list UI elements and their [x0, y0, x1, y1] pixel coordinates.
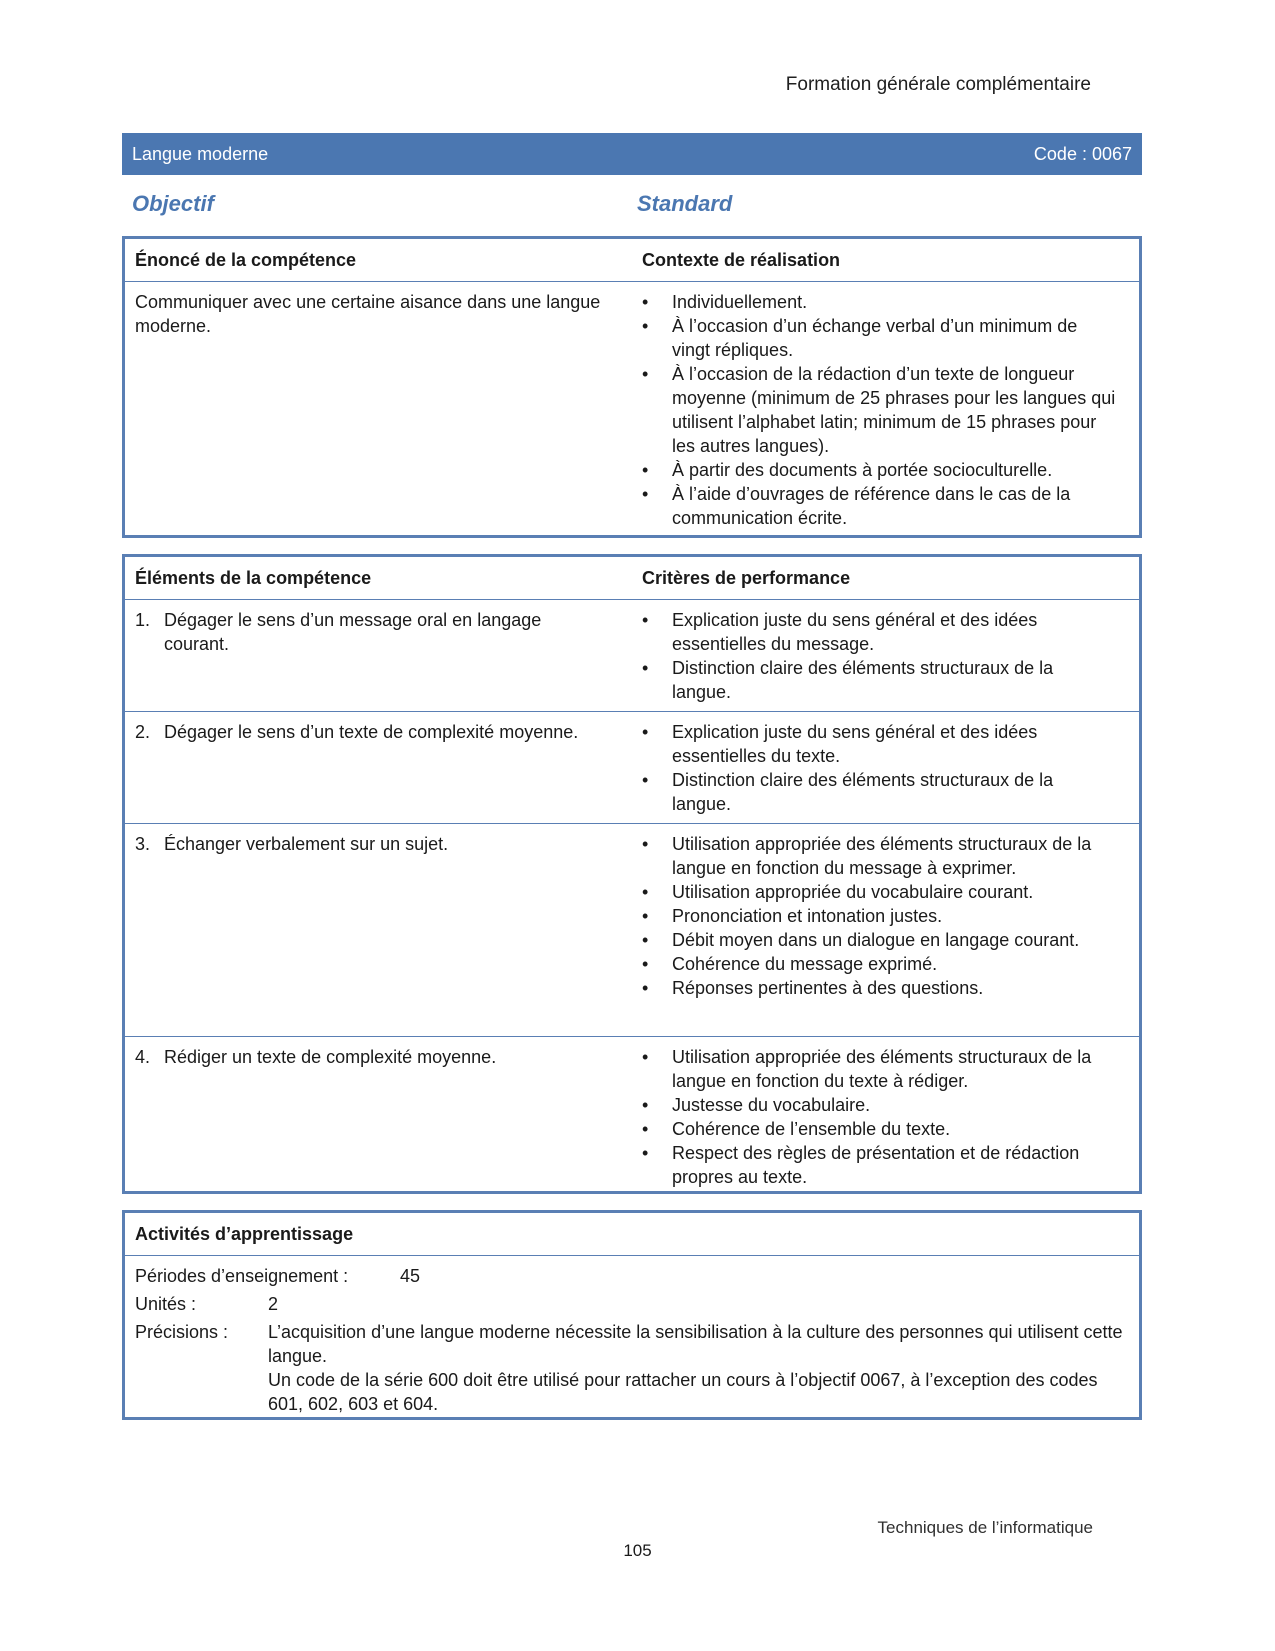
- elements-header: [125, 557, 1139, 600]
- element-1: [135, 608, 605, 656]
- units-row: [135, 1292, 1129, 1320]
- footer-program: Techniques de l’informatique: [877, 1518, 1093, 1537]
- activities-body: [125, 1256, 1139, 1416]
- periods-value: 45: [400, 1266, 421, 1286]
- element-text: Échanger verbalement sur un sujet.: [164, 834, 449, 854]
- periods-row: [135, 1264, 1129, 1292]
- element-text: Rédiger un texte de complexité moyenne.: [164, 1047, 497, 1067]
- band-code: Code : 0067: [1033, 143, 1132, 164]
- precisions-text: [268, 1320, 1128, 1416]
- elements-box: [122, 554, 1142, 1194]
- table-row: [125, 824, 1139, 1037]
- list-item: • À l’occasion de la rédaction d’un texte de longueur moyenne (minimum de 25 phrases pour les langues qui utilisent l’alphabet latin; minimum de 15 phrases pour les autres langues).: [642, 362, 1117, 458]
- element-4: [135, 1045, 605, 1069]
- standard-heading: Standard: [637, 191, 733, 216]
- context-header: Contexte de réalisation: [642, 250, 841, 270]
- element-number: 2.: [135, 722, 151, 742]
- element-number: 3.: [135, 834, 151, 854]
- element-2: [135, 720, 605, 744]
- precisions-label: Précisions :: [135, 1322, 229, 1342]
- list-item: • Utilisation appropriée des éléments structuraux de la langue en fonction du texte à rédiger.: [642, 1045, 1117, 1093]
- element-number: 1.: [135, 610, 151, 630]
- list-item: • Utilisation appropriée du vocabulaire courant.: [642, 880, 1117, 904]
- running-head: Formation générale complémentaire: [785, 74, 1091, 95]
- page-number: 105: [623, 1541, 652, 1560]
- criteria-list: [642, 608, 1117, 704]
- elements-header-left: Éléments de la compétence: [135, 568, 372, 588]
- activities-header-title: Activités d’apprentissage: [135, 1224, 354, 1244]
- units-value: 2: [268, 1294, 279, 1314]
- periods-label: Périodes d’enseignement :: [135, 1266, 349, 1286]
- title-band: [122, 133, 1142, 175]
- list-item: • Explication juste du sens général et des idées essentielles du texte.: [642, 720, 1117, 768]
- element-number: 4.: [135, 1047, 151, 1067]
- element-text: Dégager le sens d’un message oral en langage courant.: [164, 610, 542, 654]
- units-label: Unités :: [135, 1294, 197, 1314]
- list-item: • Utilisation appropriée des éléments structuraux de la langue en fonction du message à exprimer.: [642, 832, 1117, 880]
- element-text: Dégager le sens d’un texte de complexité moyenne.: [164, 722, 579, 742]
- context-list: [642, 290, 1117, 530]
- competence-statement-header: Énoncé de la compétence: [135, 250, 357, 270]
- list-item: • À partir des documents à portée socioculturelle.: [642, 458, 1117, 482]
- list-item: • À l’occasion d’un échange verbal d’un minimum de vingt répliques.: [642, 314, 1117, 362]
- competence-box: [122, 236, 1142, 538]
- table-row: [125, 712, 1139, 824]
- competence-statement-text: Communiquer avec une certaine aisance dans une langue moderne.: [135, 292, 601, 336]
- element-3: [135, 832, 605, 856]
- list-item: • Débit moyen dans un dialogue en langage courant.: [642, 928, 1117, 952]
- list-item: • Cohérence de l’ensemble du texte.: [642, 1117, 1117, 1141]
- list-item: • Respect des règles de présentation et de rédaction propres au texte.: [642, 1141, 1117, 1189]
- competence-statement: [135, 290, 605, 338]
- criteria-list: [642, 720, 1117, 816]
- criteria-list: [642, 832, 1117, 1000]
- list-item: • Réponses pertinentes à des questions.: [642, 976, 1117, 1000]
- list-item: • Prononciation et intonation justes.: [642, 904, 1117, 928]
- list-item: • Distinction claire des éléments structuraux de la langue.: [642, 768, 1117, 816]
- competence-header: [125, 239, 1139, 282]
- table-row: [125, 1037, 1139, 1195]
- list-item: • Individuellement.: [642, 290, 1117, 314]
- activities-box: [122, 1210, 1142, 1420]
- precision-paragraph: Un code de la série 600 doit être utilisé pour rattacher un cours à l’objectif 0067, à l’exception des codes 601, 602, 603 et 604.: [268, 1370, 1098, 1414]
- list-item: • Explication juste du sens général et des idées essentielles du message.: [642, 608, 1117, 656]
- criteria-header: Critères de performance: [642, 568, 851, 588]
- precisions-row: [135, 1320, 1129, 1416]
- activities-header: [125, 1213, 1139, 1256]
- precision-paragraph: L’acquisition d’une langue moderne nécessite la sensibilisation à la culture des personnes qui utilisent cette langue.: [268, 1322, 1123, 1366]
- band-title: Langue moderne: [132, 143, 269, 164]
- criteria-list: [642, 1045, 1117, 1189]
- list-item: • À l’aide d’ouvrages de référence dans le cas de la communication écrite.: [642, 482, 1117, 530]
- list-item: • Justesse du vocabulaire.: [642, 1093, 1117, 1117]
- list-item: • Cohérence du message exprimé.: [642, 952, 1117, 976]
- list-item: • Distinction claire des éléments structuraux de la langue.: [642, 656, 1117, 704]
- competence-row: [125, 282, 1139, 534]
- objective-heading: Objectif: [132, 191, 214, 216]
- table-row: [125, 600, 1139, 712]
